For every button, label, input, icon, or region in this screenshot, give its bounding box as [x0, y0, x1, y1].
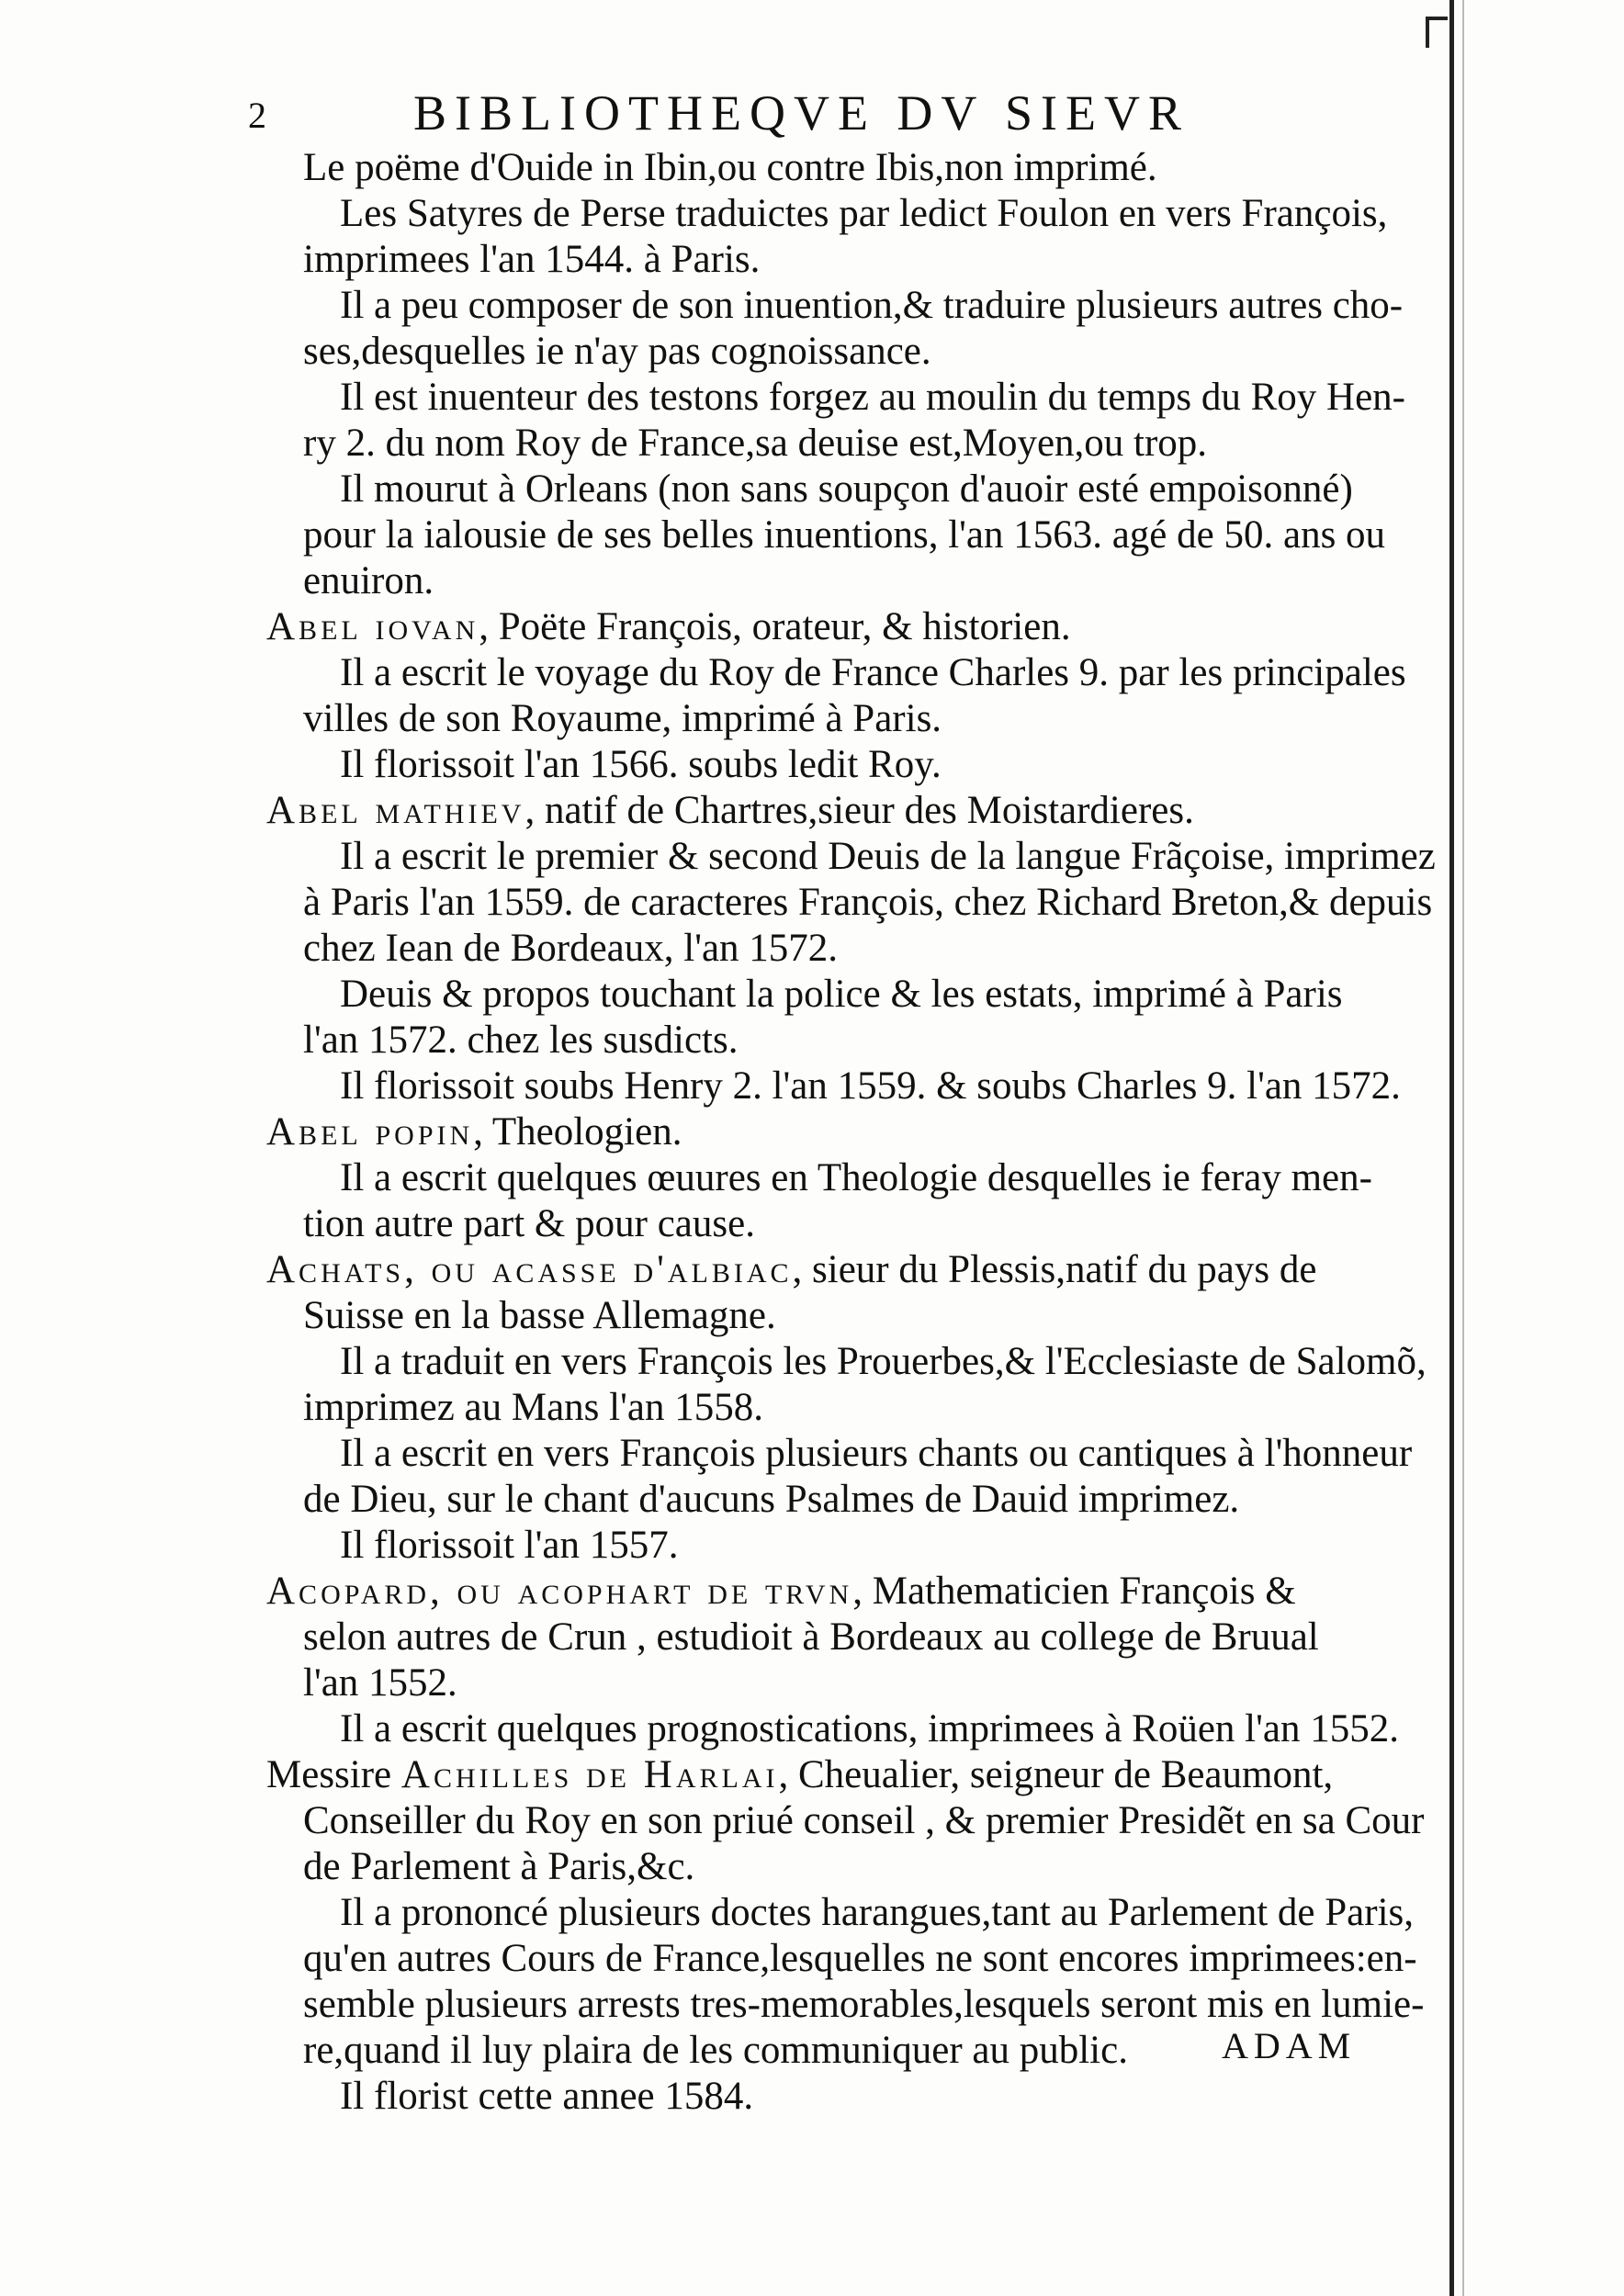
- text-line: [266, 191, 1388, 237]
- line-text: Il a escrit le premier & second Deuis de la langue Frãçoise, imprimez: [340, 835, 1436, 878]
- line-text: , Mathematicien François &: [852, 1570, 1296, 1613]
- text-line: [266, 2074, 1378, 2120]
- text-line: [266, 1706, 1399, 1752]
- text-line: [266, 1982, 1425, 2028]
- gutter-edge: [1449, 0, 1454, 2296]
- line-text: Il est inuenteur des testons forgez au moulin du temps du Roy Hen-: [340, 376, 1405, 419]
- text-line: [266, 1936, 1417, 1982]
- text-line: [266, 1523, 1378, 1569]
- page-header: [248, 84, 1378, 149]
- entry-heading-line: [266, 1752, 1378, 1798]
- line-text: , natif de Chartres,sieur des Moistardieres.: [524, 789, 1194, 832]
- line-text: Il mourut à Orleans (non sans soupçon d'auoir esté empoisonné): [340, 467, 1353, 511]
- line-text: ry 2. du nom Roy de France,sa deuise est,Moyen,ou trop.: [303, 422, 1208, 465]
- text-line: [266, 926, 1378, 972]
- text-line: [266, 696, 1378, 742]
- text-line: [266, 2028, 1378, 2074]
- line-text: Conseiller du Roy en son priué conseil , & premier Presidẽt en sa Cour: [303, 1799, 1425, 1842]
- line-text: , Cheualier, seigneur de Beaumont,: [778, 1753, 1334, 1796]
- line-text: tion autre part & pour cause.: [303, 1202, 755, 1245]
- line-text: Il a escrit quelques prognostications, imprimees à Roüen l'an 1552.: [340, 1707, 1399, 1750]
- line-text: à Paris l'an 1559. de caracteres François, chez Richard Breton,& depuis: [303, 881, 1433, 924]
- text-line: [266, 1018, 1378, 1064]
- line-text: imprimees l'an 1544. à Paris.: [303, 238, 761, 281]
- line-text: semble plusieurs arrests tres-memorables,lesquels seront mis en lumie-: [303, 1983, 1425, 2026]
- text-line: [266, 1339, 1427, 1385]
- text-line: [266, 145, 1378, 191]
- text-line: [266, 421, 1378, 467]
- line-text: Il florissoit l'an 1566. soubs ledit Roy.: [340, 743, 942, 786]
- line-text: l'an 1552.: [303, 1661, 457, 1705]
- gutter-shadow: [1462, 0, 1464, 2296]
- text-line: [266, 1064, 1401, 1109]
- line-text: enuiron.: [303, 559, 434, 602]
- text-line: [266, 972, 1378, 1018]
- line-text: Le poëme d'Ouide in Ibin,ou contre Ibis,non imprimé.: [303, 146, 1157, 189]
- line-text: Suisse en la basse Allemagne.: [303, 1294, 776, 1337]
- line-text: villes de son Royaume, imprimé à Paris.: [303, 697, 942, 740]
- text-line: [266, 1201, 1378, 1247]
- text-line: [266, 375, 1405, 421]
- text-line: [266, 1844, 1378, 1890]
- entry-heading-line: [266, 1109, 1378, 1155]
- text-line: [266, 1431, 1413, 1477]
- text-line: [266, 1477, 1378, 1523]
- catchword: ADAM: [1222, 2025, 1357, 2066]
- line-text: pour la ialousie de ses belles inuentions, l'an 1563. agé de 50. ans ou: [303, 513, 1386, 557]
- author-name: Abel iovan: [266, 605, 479, 648]
- line-text: Il florist cette annee 1584.: [340, 2075, 754, 2118]
- author-name: Abel mathiev: [266, 789, 525, 832]
- line-text: , Poëte François, orateur, & historien.: [479, 605, 1071, 648]
- entry-heading-line: [266, 1247, 1378, 1293]
- entry-heading-line: [266, 788, 1378, 834]
- text-line: [266, 329, 1378, 375]
- text-line: [266, 834, 1436, 880]
- author-name: Acopard, ou acophart de trvn: [266, 1570, 853, 1613]
- line-text: selon autres de Crun , estudioit à Bordeaux au college de Bruual: [303, 1615, 1319, 1659]
- line-text: re,quand il luy plaira de les communiquer au public.: [303, 2029, 1128, 2072]
- line-text: Deuis & propos touchant la police & les estats, imprimé à Paris: [340, 973, 1343, 1016]
- text-line: [266, 650, 1406, 696]
- text-line: [266, 467, 1378, 512]
- text-line: [266, 283, 1404, 329]
- running-title: BIBLIOTHEQVE DV SIEVR: [413, 85, 1190, 141]
- line-text: Il a escrit le voyage du Roy de France Charles 9. par les principales: [340, 651, 1406, 694]
- line-text: Il a peu composer de son inuention,& traduire plusieurs autres cho-: [340, 284, 1404, 327]
- line-text: , sieur du Plessis,natif du pays de: [792, 1248, 1317, 1291]
- text-line: [266, 1615, 1378, 1660]
- text-line: [266, 1155, 1378, 1201]
- text-line: [266, 1293, 1378, 1339]
- line-text: Il a escrit quelques œuures en Theologie desquelles ie feray men-: [340, 1156, 1372, 1199]
- author-name: Achilles de Harlai: [400, 1753, 779, 1796]
- text-line: [266, 742, 1378, 788]
- line-text: Les Satyres de Perse traduictes par ledict Foulon en vers François,: [340, 192, 1388, 235]
- text-line: [266, 512, 1386, 558]
- line-text: imprimez au Mans l'an 1558.: [303, 1386, 763, 1429]
- text-line: [266, 237, 1378, 283]
- line-text: de Dieu, sur le chant d'aucuns Psalmes de Dauid imprimez.: [303, 1478, 1240, 1521]
- line-text: l'an 1572. chez les susdicts.: [303, 1019, 739, 1062]
- line-text: Il a traduit en vers François les Prouerbes,& l'Ecclesiaste de Salomõ,: [340, 1340, 1427, 1383]
- entry-heading-line: [266, 604, 1378, 650]
- line-text: ses,desquelles ie n'ay pas cognoissance.: [303, 330, 931, 373]
- text-line: [266, 1890, 1414, 1936]
- page-number: 2: [248, 95, 266, 136]
- entry-heading-line: [266, 1569, 1378, 1615]
- line-text: , Theologien.: [473, 1110, 682, 1154]
- heading-prefix: Messire: [266, 1753, 401, 1796]
- text-line: [266, 880, 1433, 926]
- text-line: [266, 558, 1378, 604]
- line-text: Il florissoit l'an 1557.: [340, 1524, 679, 1567]
- author-name: Abel popin: [266, 1110, 474, 1154]
- corner-mark: [1426, 17, 1448, 48]
- line-text: Il a prononcé plusieurs doctes harangues,tant au Parlement de Paris,: [340, 1891, 1414, 1934]
- line-text: qu'en autres Cours de France,lesquelles ne sont encores imprimees:en-: [303, 1937, 1417, 1980]
- line-text: Il florissoit soubs Henry 2. l'an 1559. & soubs Charles 9. l'an 1572.: [340, 1064, 1401, 1108]
- line-text: Il a escrit en vers François plusieurs chants ou cantiques à l'honneur: [340, 1432, 1413, 1475]
- text-line: [266, 1660, 1378, 1706]
- text-line: [266, 1385, 1378, 1431]
- line-text: de Parlement à Paris,&c.: [303, 1845, 695, 1888]
- line-text: chez Iean de Bordeaux, l'an 1572.: [303, 927, 839, 970]
- author-name: Achats, ou acasse d'albiac: [266, 1248, 793, 1291]
- body-text: [266, 145, 1436, 2120]
- text-line: [266, 1798, 1425, 1844]
